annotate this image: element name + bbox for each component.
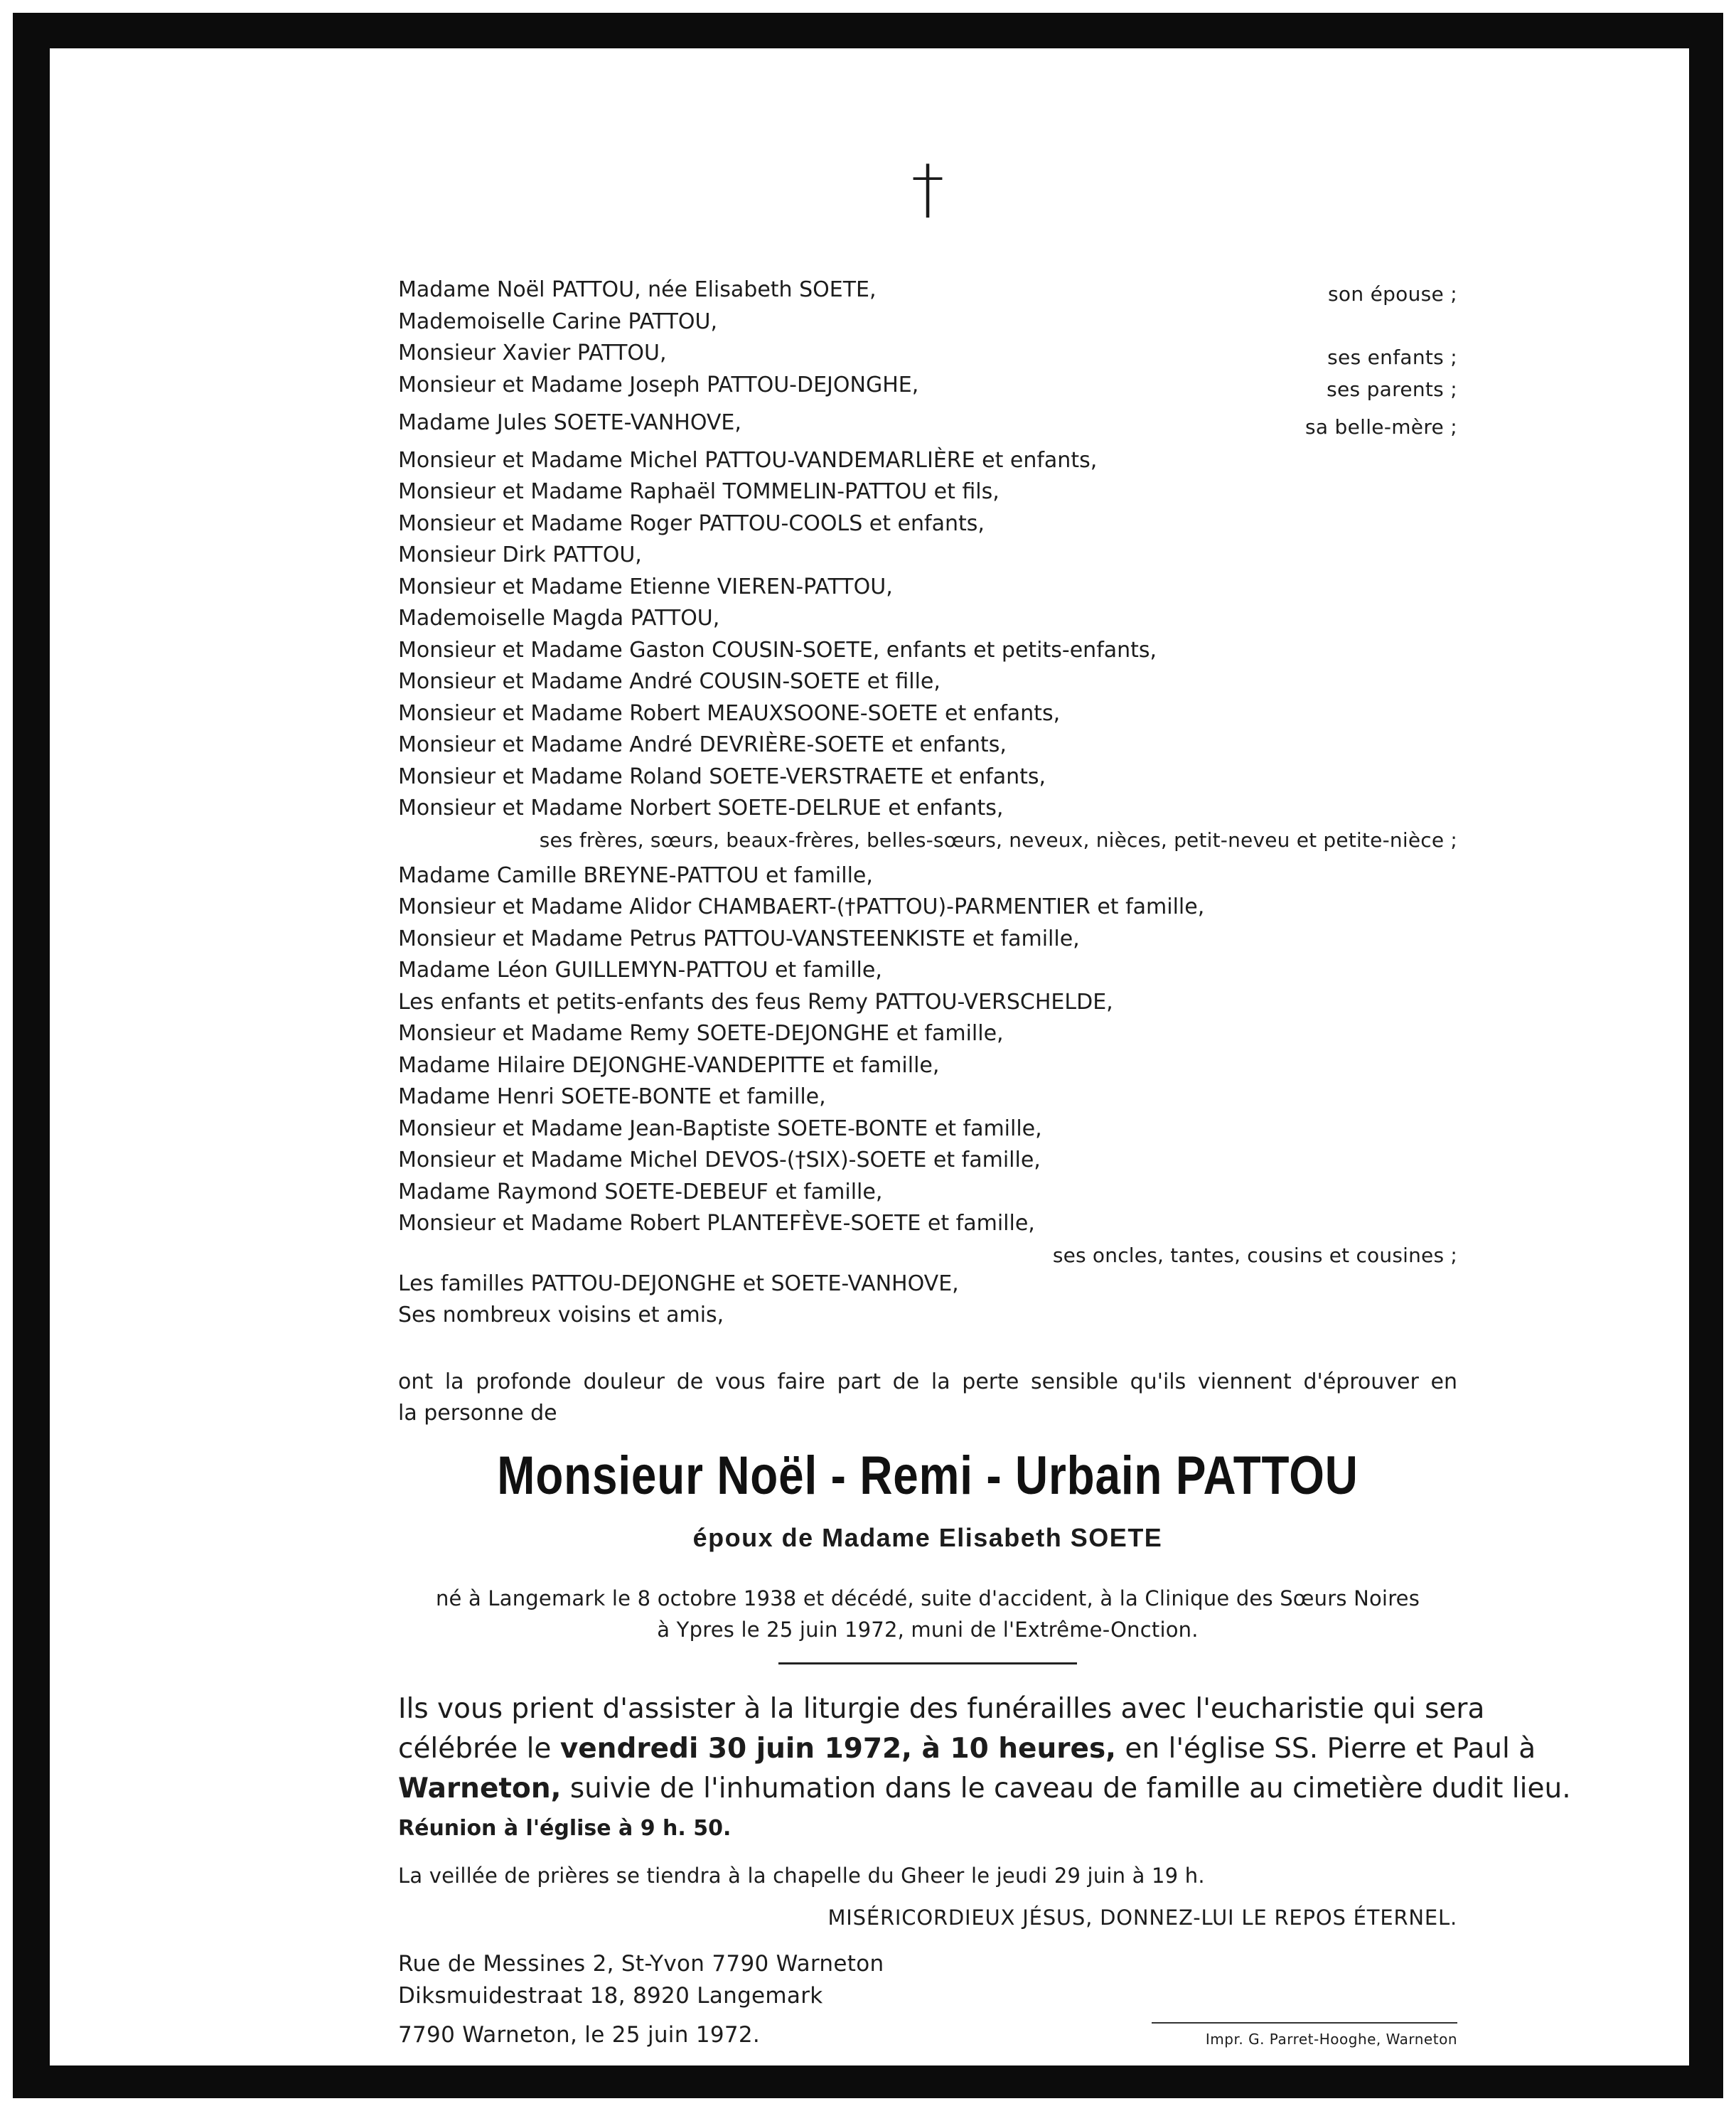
announcement-line-1: ont la profonde douleur de vous faire part de la perte sensible qu'ils viennent d'éprouver en: [398, 1369, 1457, 1394]
closing-prayer: MISÉRICORDIEUX JÉSUS, DONNEZ-LUI LE REPOS ÉTERNEL.: [827, 1906, 1457, 1930]
sibling-line: Monsieur et Madame Gaston COUSIN-SOETE, enfants et petits-enfants,: [398, 637, 1157, 663]
relative-name: Madame Jules SOETE-VANHOVE,: [398, 410, 741, 435]
relative-name: Madame Noël PATTOU, née Elisabeth SOETE,: [398, 277, 877, 302]
extended-line: Monsieur et Madame Alidor CHAMBAERT-(†PATTOU)-PARMENTIER et famille,: [398, 894, 1205, 919]
service-datetime: vendredi 30 juin 1972, à 10 heures,: [559, 1733, 1116, 1765]
birth-death-line-1: né à Langemark le 8 octobre 1938 et décédé, suite d'accident, à la Clinique des Sœurs Noires: [435, 1586, 1420, 1610]
sibling-line: Monsieur Dirk PATTOU,: [398, 543, 642, 567]
address-line: Rue de Messines 2, St-Yvon 7790 Warneton: [398, 1951, 884, 1977]
printer-imprint: Impr. G. Parret-Hooghe, Warneton: [1152, 2022, 1457, 2048]
obituary-card: [398, 48, 1571, 2065]
deceased-name: Monsieur Noël - Remi - Urbain PATTOU: [497, 1445, 1359, 1506]
deceased-spouse: époux de Madame Elisabeth SOETE: [692, 1523, 1163, 1552]
service-text: célébrée le: [398, 1733, 560, 1765]
deceased-block: [398, 1445, 1457, 1553]
family-addresses: [398, 1948, 884, 2051]
relative-name: Monsieur et Madame Joseph PATTOU-DEJONGHE,: [398, 372, 919, 397]
funeral-service-text: [398, 1689, 1571, 1809]
divider-rule: [778, 1662, 1077, 1664]
extended-line: Monsieur et Madame Remy SOETE-DEJONGHE et famille,: [398, 1021, 1004, 1046]
relative-line: [398, 306, 1457, 338]
relative-relation: sa belle-mère ;: [1305, 415, 1457, 439]
black-border-frame: [13, 13, 1723, 2098]
service-place: Warneton,: [398, 1773, 562, 1805]
sibling-line: Monsieur et Madame Raphaël TOMMELIN-PATTOU et fils,: [398, 479, 1000, 504]
family-list: [398, 274, 1457, 1332]
relative-line: [398, 370, 1457, 407]
sibling-line: Monsieur et Madame Robert MEAUXSOONE-SOETE et enfants,: [398, 700, 1061, 726]
address-line: Diksmuidestraat 18, 8920 Langemark: [398, 1983, 823, 2009]
service-text: en l'église SS. Pierre et Paul à: [1115, 1733, 1536, 1765]
sibling-line: Monsieur et Madame Roland SOETE-VERSTRAETE et enfants,: [398, 764, 1046, 789]
relative-line: [398, 274, 1457, 306]
sibling-line: Monsieur et Madame Norbert SOETE-DELRUE et enfants,: [398, 796, 1004, 821]
relative-relation: son épouse ;: [1328, 282, 1457, 306]
cross-icon: †: [911, 151, 944, 227]
relative-name: Monsieur Xavier PATTOU,: [398, 341, 667, 365]
extended-line: Madame Camille BREYNE-PATTOU et famille,: [398, 862, 873, 888]
sibling-line: Monsieur et Madame André DEVRIÈRE-SOETE et enfants,: [398, 732, 1007, 757]
reunion-time: Réunion à l'église à 9 h. 50.: [398, 1816, 732, 1841]
sibling-line: Mademoiselle Magda PATTOU,: [398, 606, 720, 631]
service-text: suivie de l'inhumation dans le caveau de famille au cimetière dudit lieu.: [561, 1773, 1571, 1805]
place-and-date: 7790 Warneton, le 25 juin 1972.: [398, 2022, 761, 2048]
sibling-line: Monsieur et Madame Michel PATTOU-VANDEMARLIÈRE et enfants,: [398, 447, 1098, 473]
others-line: Les familles PATTOU-DEJONGHE et SOETE-VANHOVE,: [398, 1271, 959, 1296]
extended-line: Madame Henri SOETE-BONTE et famille,: [398, 1084, 826, 1109]
extended-relation: ses oncles, tantes, cousins et cousines ;: [1052, 1243, 1457, 1267]
sibling-line: Monsieur et Madame Roger PATTOU-COOLS et enfants,: [398, 511, 985, 536]
relative-relation: ses enfants ;: [1327, 346, 1457, 369]
relative-name: Mademoiselle Carine PATTOU,: [398, 309, 718, 334]
service-line-1: Ils vous prient d'assister à la liturgie des funérailles avec l'eucharistie qui sera: [398, 1693, 1485, 1725]
siblings-relation: ses frères, sœurs, beaux-frères, belles-sœurs, neveux, nièces, petit-neveu et petite-nièce ;: [539, 828, 1457, 852]
relative-relation: ses parents ;: [1327, 377, 1457, 401]
others-line: Ses nombreux voisins et amis,: [398, 1303, 724, 1327]
extended-line: Monsieur et Madame Jean-Baptiste SOETE-BONTE et famille,: [398, 1116, 1042, 1141]
extended-line: Monsieur et Madame Robert PLANTEFÈVE-SOETE et famille,: [398, 1211, 1035, 1236]
sibling-line: Monsieur et Madame Etienne VIEREN-PATTOU,: [398, 574, 893, 599]
relative-line: [398, 338, 1457, 370]
extended-line: Madame Hilaire DEJONGHE-VANDEPITTE et famille,: [398, 1052, 940, 1078]
extended-line: Madame Raymond SOETE-DEBEUF et famille,: [398, 1179, 883, 1204]
announcement-text: [398, 1367, 1457, 1429]
relative-line: [398, 407, 1457, 445]
vigil-notice: La veillée de prières se tiendra à la chapelle du Gheer le jeudi 29 juin à 19 h.: [398, 1864, 1205, 1888]
service-line-3: [398, 1769, 1571, 1809]
sibling-line: Monsieur et Madame André COUSIN-SOETE et fille,: [398, 669, 941, 694]
birth-death-details: [398, 1583, 1457, 1645]
announcement-line-2: la personne de: [398, 1401, 557, 1426]
extended-line: Les enfants et petits-enfants des feus Remy PATTOU-VERSCHELDE,: [398, 989, 1113, 1015]
extended-line: Monsieur et Madame Michel DEVOS-(†SIX)-SOETE et famille,: [398, 1148, 1041, 1172]
birth-death-line-2: à Ypres le 25 juin 1972, muni de l'Extrême-Onction.: [657, 1618, 1199, 1642]
service-line-2: [398, 1729, 1536, 1769]
extended-line: Monsieur et Madame Petrus PATTOU-VANSTEENKISTE et famille,: [398, 926, 1080, 951]
extended-line: Madame Léon GUILLEMYN-PATTOU et famille,: [398, 958, 882, 983]
